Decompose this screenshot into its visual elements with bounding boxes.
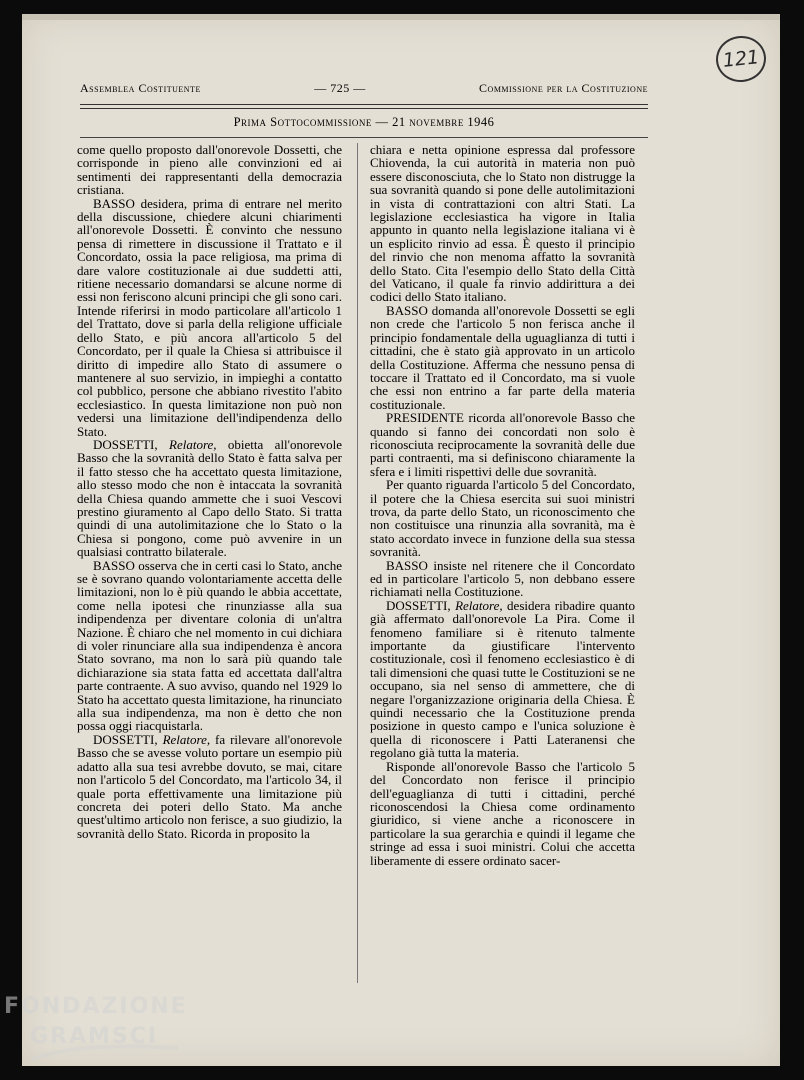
speaker-name: BASSO (386, 302, 428, 318)
paragraph-text: Per quanto riguarda l'articolo 5 del Concordato, il potere che la Chiesa esercita sui suoi ministri trova, da parte dello Stato, un riconoscimento che non costituisce una rinunzia alla sovranità, ma è stato accordato invece in funzione della sua stessa sovranità. (370, 477, 635, 560)
paragraph-text: insiste nel ritenere che il Concordato ed in particolare l'articolo 5, non debbano essere richiamati nella Costituzione. (370, 557, 635, 600)
header-right: Commissione per la Costituzione (479, 80, 648, 95)
paragraph-text: come quello proposto dall'onorevole Dossetti, che corrisponde in pieno alle convinzioni ed ai sentimenti dei rappresentanti della democrazia cristiana. (77, 143, 342, 198)
subtitle-rule (80, 137, 648, 138)
paragraph-text: ricorda all'onorevole Basso che quando si fanno dei concordati non solo è riconosciuta reciprocamente la sovranità delle due parti contraenti, ma si definiscono chiaramente la sfera e i limiti rispettivi delle due sovranità. (370, 410, 635, 479)
speaker-role: Relatore, (162, 731, 211, 747)
running-header (80, 78, 648, 98)
paragraph (370, 478, 635, 558)
paragraph (370, 559, 635, 599)
speaker-role: Relatore, (169, 436, 217, 452)
speaker-name: DOSSETTI, (93, 731, 158, 747)
paragraph (370, 143, 635, 304)
paragraph-text: obietta all'onorevole Basso che la sovranità dello Stato è fatta salva per il fatto stesso che ha accettato questa limitazione, allo stesso modo che non è intaccata la sovranità della Chiesa quando ammette che i suoi Vescovi prestino giuramento al Capo dello Stato. Si tratta quindi di una autolimitazione che lo Stato o la Chiesa si pongono, come può avvenire in un qualsiasi contratto bilaterale. (77, 436, 342, 560)
speaker-role: Relatore, (455, 597, 503, 613)
paragraph (370, 760, 635, 867)
paragraph (77, 733, 342, 840)
paragraph (370, 411, 635, 478)
handwritten-page-number: 121 (714, 34, 769, 85)
paragraph (77, 438, 342, 559)
paragraph-text: chiara e netta opinione espressa dal professore Chiovenda, la cui autorità in materia non può essere disconosciuta, che lo Stato non distrugge la sua sovranità quando si pone delle autolimitazioni in vista di contrattazioni con altri Stati. La legislazione ecclesiastica ha vigore in Italia appunto in quanto nella legislazione italiana vi è un esplicito rinvio ad essa. È questo il principio del rinvio che non menoma affatto la sovranità dello Stato. Cita l'esempio dello Stato della Città del Vaticano, il quale fa rinvio addirittura a dei codici dello Stato italiano. (370, 143, 635, 305)
page-top-edge (22, 14, 780, 20)
paragraph-text: osserva che in certi casi lo Stato, anche se è sovrano quando volontariamente accetta delle limitazioni, non lo è più quando le abbia accettate, come nella ipotesi che rinunziasse alla sua indipendenza per diventare colonia di un'altra Nazione. È chiaro che nel momento in cui dichiara di voler rinunciare alla sua indipendenza è ancora Stato sovrano, ma non lo sarà più quando tale dichiarazione sia stata fatta ed accettata dall'altra parte contraente. A suo avviso, quando nel 1929 lo Stato ha accettato questa limitazione, ha rinunciato alla sua indipendenza, ma non è detto che non possa oggi riacquistarla. (77, 557, 342, 734)
paragraph (77, 197, 342, 438)
right-text-column (370, 143, 635, 988)
watermark-swoosh-icon (30, 1040, 180, 1064)
watermark-line-1: FONDAZIONE (4, 994, 188, 1019)
speaker-name: PRESIDENTE (386, 410, 464, 426)
speaker-name: BASSO (386, 557, 428, 573)
speaker-name: BASSO (93, 195, 135, 211)
paragraph (77, 143, 342, 197)
paragraph-text: domanda all'onorevole Dossetti se egli non crede che l'articolo 5 non ferisca anche il principio fondamentale della uguaglianza di tutti i cittadini, che è stato già approvato in un articolo della Costituzione. Afferma che nessuno pensa di toccare il Trattato ed il Concordato, ma si vuole che essi non entrino a far parte della materia costituzionale. (370, 302, 635, 412)
speaker-name: BASSO (93, 557, 135, 573)
header-left: Assemblea Costituente (80, 80, 201, 95)
header-page-number: — 725 — (314, 80, 366, 95)
speaker-name: DOSSETTI, (93, 436, 158, 452)
header-rule-double (80, 108, 648, 109)
paragraph-text: desidera, prima di entrare nel merito della discussione, chiedere alcuni chiarimenti all'onorevole Dossetti. È convinto che nessuno pensa di rimettere in discussione il Trattato e il Concordato, ossia la pace religiosa, ma prima di dare valore costituzionale ai due suddetti atti, ritiene necessario domandarsi se alcune norme di essi non feriscono alcuni principi che gli sono cari. Intende riferirsi in modo particolare all'articolo 1 del Trattato, dove si parla della religione ufficiale dello Stato, e più ancora all'articolo 5 del Concordato, per il quale la Chiesa si attribuisce il diritto di impedire allo Stato di assumere o mantenere al suo servizio, in impieghi a contatto col pubblico, persone che abbiano rivestito l'abito ecclesiastico. In questa limitazione non può non vedersi una limitazione dell'indipendenza dello Stato. (77, 195, 342, 439)
paragraph (370, 304, 635, 411)
watermark-line-2: GRAMSCI (30, 1024, 159, 1049)
header-rule (80, 104, 648, 105)
paragraph (77, 559, 342, 733)
speaker-name: DOSSETTI, (386, 597, 451, 613)
column-divider (357, 143, 358, 983)
paragraph-text: desidera ribadire quanto già affermato dall'onorevole La Pira. Come il fenomeno familiare si è ritenuto talmente importante da giustificare l'intervento costituzionale, così il fenomeno ecclesiastico è di tali dimensioni che quasi tutte le Costituzioni se ne occupano, sia nel senso di ammettere, che di negare l'organizzazione originaria della Chiesa. È quindi necessario che la Costituzione prenda posizione in questo campo e l'unica soluzione è quella di riconoscere i Patti Lateranensi che regolano già tutta la materia. (370, 597, 635, 761)
session-subtitle: Prima Sottocommissione — 21 novembre 1946 (233, 115, 495, 129)
paragraph-text: fa rilevare all'onorevole Basso che se avesse voluto portare un esempio più adatto alla sua tesi avrebbe dovuto, se mai, citare non l'articolo 5 del Concordato, ma l'articolo 34, il quale porta effettivamente una limitazione più concreta dei poteri dello Stato. Ma anche quest'ultimo articolo non ferisce, a suo giudizio, la sovranità dello Stato. Ricorda in proposito la (77, 731, 342, 841)
left-text-column (77, 143, 342, 988)
paragraph (370, 599, 635, 760)
paragraph-text: Risponde all'onorevole Basso che l'articolo 5 del Concordato non ferisce il principio dell'eguaglianza di tutti i cittadini, perché riconoscendosi la Chiesa come ordinamento giuridico, si viene anche a riconoscere in particolare la sua gerarchia e quindi il legame che stringe ad essa i suoi ministri. Colui che accetta liberamente di essere ordinato sacer- (370, 758, 635, 868)
